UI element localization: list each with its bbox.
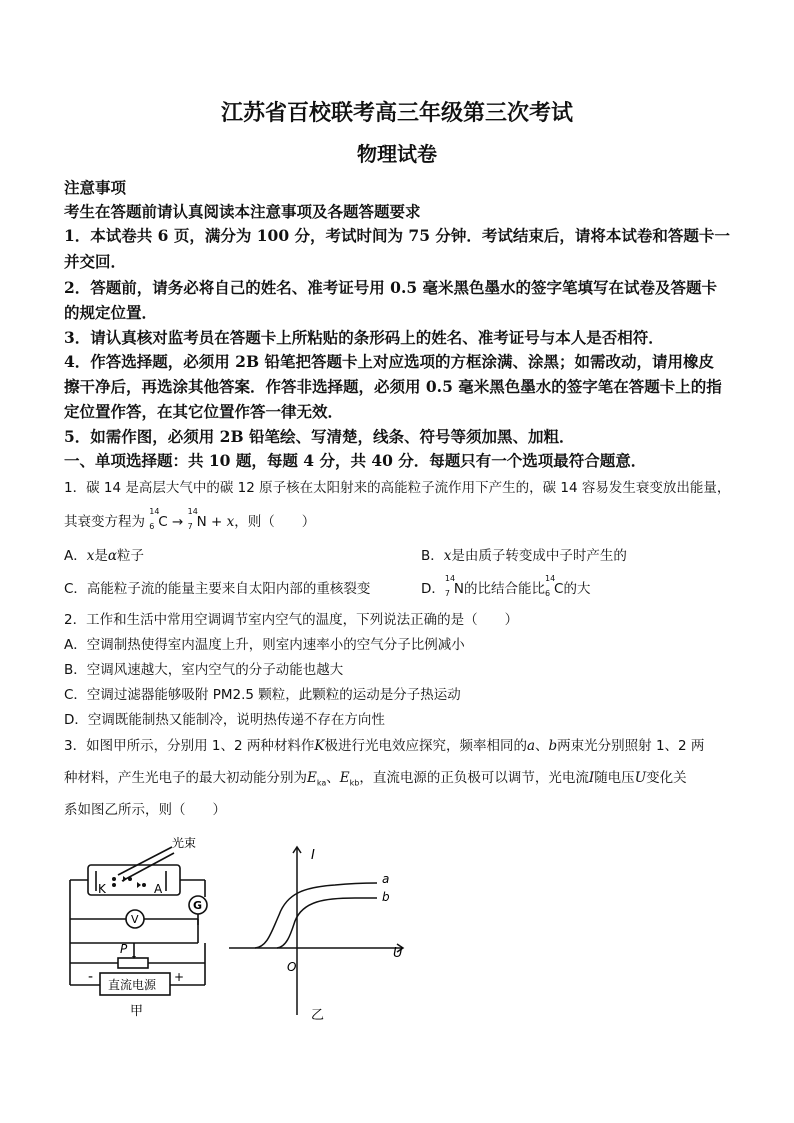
q1-stem-line1: 1．碳 14 是高层大气中的碳 12 原子核在太阳射来的高能粒子流作用下产生的，碳 14 容易发生衰变放出能量， bbox=[64, 480, 731, 496]
origin-label: O bbox=[287, 960, 297, 974]
rheostat bbox=[118, 958, 148, 968]
nitrogen-nuclide: 14 7 N bbox=[187, 507, 207, 531]
plus-sign: + bbox=[211, 514, 223, 530]
q1-stem-equation bbox=[64, 507, 734, 531]
notice-line: 定位置作答，在其它位置作答一律无效． bbox=[64, 402, 344, 421]
q1-option-d: D． 14 7 N的比结合能比 14 6 C的大 bbox=[421, 574, 591, 598]
voltmeter-label: V bbox=[131, 913, 139, 926]
light-beam bbox=[118, 847, 172, 875]
q2-stem: 2．工作和生活中常用空调调节室内空气的温度，下列说法正确的是（ ） bbox=[64, 612, 519, 628]
arrow: → bbox=[172, 514, 184, 530]
notice-line: 2．答题前，请务必将自己的姓名、准考证号用 0.5 毫米黑色墨水的签字笔填写在试卷及答题卡 bbox=[64, 278, 718, 297]
notice-line: 5．如需作图，必须用 2B 铅笔绘、写清楚，线条、符号等须加黑、加粗． bbox=[64, 427, 575, 446]
circuit-diagram bbox=[60, 835, 220, 1020]
notice-line: 3．请认真核对监考员在答题卡上所粘贴的条形码上的姓名、准考证号与本人是否相符． bbox=[64, 328, 664, 347]
plus-sign: + bbox=[174, 970, 185, 984]
curve-b bbox=[277, 898, 377, 948]
q3-stem-line3: 系如图乙所示，则（ ） bbox=[64, 802, 226, 818]
q3-stem-line2: 种材料，产生光电子的最大初动能分别为$E_{ka}$、$E_{kb}$，直流电源的正负极可以调节，光电流I随电压U变化关 bbox=[64, 770, 687, 788]
curve-a-label: a bbox=[382, 872, 390, 886]
notice-heading: 注意事项 bbox=[64, 178, 127, 197]
q3-stem-line1: 3．如图甲所示，分别用 1、2 两种材料作K极进行光电效应探究，频率相同的a、b两束光分别照射 1、2 两 bbox=[64, 738, 705, 754]
iu-graph bbox=[225, 835, 415, 1025]
figure-b-caption: 乙 bbox=[311, 1008, 325, 1023]
notice-line: 的规定位置． bbox=[64, 303, 158, 322]
section-heading: 一、单项选择题：共 10 题，每题 4 分，共 40 分．每题只有一个选项最符合题意． bbox=[64, 451, 647, 470]
q2-option-c: C．空调过滤器能够吸附 PM2.5 颗粒，此颗粒的运动是分子热运动 bbox=[64, 687, 461, 703]
q2-option-d: D．空调既能制热又能制冷，说明热传递不存在方向性 bbox=[64, 712, 385, 728]
curve-b-label: b bbox=[382, 890, 390, 904]
cathode-label: K bbox=[98, 882, 106, 896]
curve-a bbox=[255, 883, 377, 948]
notice-line: 1．本试卷共 6 页，满分为 100 分，考试时间为 75 分钟．考试结束后，请将本试卷和答题卡一 bbox=[64, 226, 730, 245]
q2-option-b: B．空调风速越大，室内空气的分子动能也越大 bbox=[64, 662, 344, 678]
q1-stem-prefix: 其衰变方程为 bbox=[64, 514, 145, 530]
slider-label: P bbox=[120, 942, 128, 956]
q2-option-a: A．空调制热使得室内温度上升，则室内速率小的空气分子比例减小 bbox=[64, 637, 465, 653]
q1-option-c: C．高能粒子流的能量主要来自太阳内部的重核裂变 bbox=[64, 581, 371, 597]
notice-intro: 考生在答题前请认真阅读本注意事项及各题答题要求 bbox=[64, 202, 421, 221]
notice-line: 并交回． bbox=[64, 252, 127, 271]
carbon-nuclide: 14 6 C bbox=[149, 507, 168, 531]
u-axis-label: U bbox=[393, 946, 403, 961]
exam-subject: 物理试卷 bbox=[357, 142, 437, 166]
q1-stem-suffix: ，则（ ） bbox=[234, 514, 316, 530]
notice-line: 4．作答选择题，必须用 2B 铅笔把答题卡上对应选项的方框涂满、涂黑；如需改动，请用橡皮 bbox=[64, 352, 714, 371]
q1-option-a: A．x是α粒子 bbox=[64, 548, 144, 564]
figure-a-caption: 甲 bbox=[130, 1004, 144, 1019]
particle-x: x bbox=[226, 514, 235, 530]
minus-sign: - bbox=[88, 969, 94, 985]
i-axis-label: I bbox=[311, 848, 315, 863]
power-source-label: 直流电源 bbox=[108, 978, 157, 992]
q1-option-b: B．x是由质子转变成中子时产生的 bbox=[421, 548, 627, 564]
anode-label: A bbox=[154, 882, 163, 896]
light-label: 光束 bbox=[172, 836, 197, 850]
exam-title: 江苏省百校联考高三年级第三次考试 bbox=[220, 100, 573, 126]
notice-line: 擦干净后，再选涂其他答案．作答非选择题，必须用 0.5 毫米黑色墨水的签字笔在答题卡上的指 bbox=[64, 377, 722, 396]
galvanometer-label: G bbox=[193, 899, 203, 912]
